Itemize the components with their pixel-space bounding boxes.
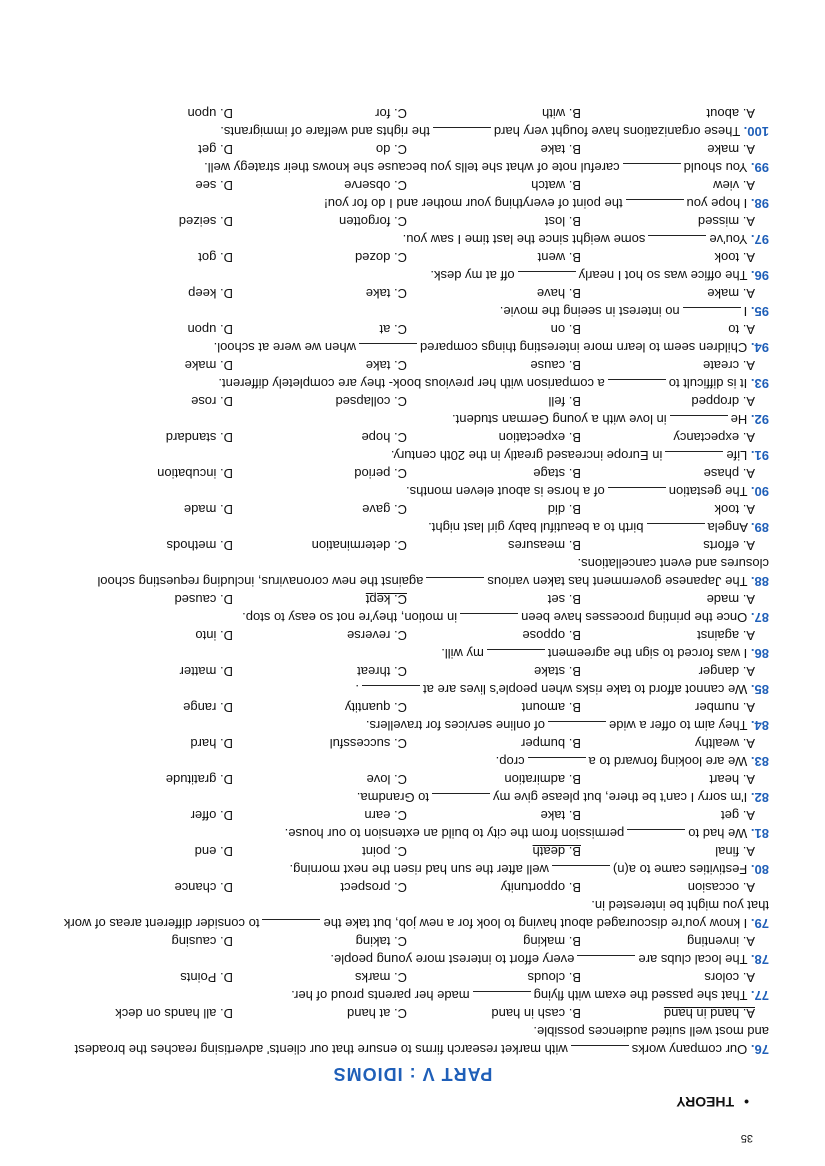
question-number: 91. [750,448,769,463]
question-stem-after: to consider different areas of work that you might be interested in. [63,898,769,931]
question-text [59,824,769,842]
answer-option: D. caused [174,592,233,607]
question-item [59,428,769,464]
answer-option: D. offer [190,808,233,823]
answer-option: C. marks [355,970,407,985]
answer-blank [528,757,586,770]
answer-blank [460,613,518,626]
answer-option: A. phase [703,466,755,481]
answer-options [59,176,769,194]
question-item [59,212,769,248]
question-stem-after: well after the sun had risen the next morning. [289,862,549,877]
answer-option: B. lost [544,214,581,229]
answer-option: B. bumper [521,736,581,751]
answer-blank [518,271,576,284]
answer-option: B. stake [534,664,581,679]
question-stem-after: my will. [441,646,484,661]
question-item [59,878,769,932]
answer-option: D. got [198,250,233,265]
question-stem-after: of online services for travellers. [365,718,546,733]
question-stem-before: I know you're discouraged about having to look for a new job, but take the [323,916,748,931]
question-item [59,968,769,1004]
question-item [59,536,769,590]
question-stem-before: I hope you [686,196,748,211]
answer-option: C. for [375,106,407,121]
answer-option: A. hand in hand [663,1006,755,1021]
answer-options [59,428,769,446]
question-number: 96. [750,268,769,283]
question-stem-before: I [743,304,748,319]
question-item [59,734,769,770]
question-text [59,266,769,284]
answer-option: C. at hand [347,1006,407,1021]
answer-option: A. inventing [687,934,755,949]
question-item [59,842,769,878]
question-stem-before: Life [726,448,748,463]
answer-options [59,662,769,680]
answer-option: D. standard [165,430,233,445]
question-stem-after: the rights and welfare of immigrants. [220,124,430,139]
question-stem-after: off at my desk. [430,268,515,283]
answer-option: B. went [537,250,581,265]
question-stem-after: to Grandma. [356,790,430,805]
question-stem-before: The office was so hot I nearly [578,268,748,283]
answer-option: A. to [728,322,755,337]
answer-option: A. made [706,592,755,607]
answer-blank [647,523,705,536]
answer-option: D. rose [191,394,233,409]
answer-options [59,806,769,824]
question-stem-before: He [730,412,748,427]
section-label: THEORY [676,1094,735,1110]
answer-option: C. do [375,142,407,157]
question-item [59,464,769,500]
answer-option: A. make [707,286,755,301]
answer-option: B. on [550,322,581,337]
question-number: 82. [750,790,769,805]
question-item [59,356,769,392]
answer-option: B. stage [533,466,581,481]
question-stem-after: birth to a beautiful baby girl last night. [428,520,644,535]
answer-option: C. at [379,322,407,337]
answer-options [59,770,769,788]
answer-blank [473,991,531,1004]
question-text [59,986,769,1004]
question-number: 87. [750,610,769,625]
answer-option: A. wealthy [695,736,755,751]
question-stem-after: in Europe increased greatly in the 20th century. [390,448,663,463]
answer-blank [608,487,666,500]
answer-options [59,968,769,986]
question-item [59,320,769,356]
answer-blank [359,343,417,356]
answer-option: A. final [715,844,755,859]
question-stem-after: crop. [495,754,525,769]
answer-option: D. upon [187,106,233,121]
answer-option: C. hope [361,430,407,445]
answer-blank [623,163,681,176]
question-stem-after: in love with a young German student. [452,412,667,427]
answer-option: D. matter [179,664,233,679]
answer-option: D. gratitude [165,772,233,787]
answer-option: D. see [195,178,233,193]
answer-option: C. kept [365,592,407,607]
answer-option: A. danger [698,664,755,679]
answer-option: C. observe [344,178,407,193]
answer-option: B. admiration [504,772,581,787]
question-stem-before: The gestation [668,484,748,499]
question-item [59,140,769,176]
part-title: PART V : IDIOMS [332,1064,493,1084]
answer-option: A. view [713,178,755,193]
question-text [59,410,769,428]
question-item [59,392,769,428]
answer-option: B. oppose [522,628,581,643]
question-stem-before: Once the printing processes have been [521,610,748,625]
question-text [59,788,769,806]
question-item [59,698,769,734]
answer-option: A. heart [709,772,755,787]
answer-option: B. with [541,106,581,121]
answer-options [59,590,769,608]
question-number: 80. [750,862,769,877]
answer-blank [487,649,545,662]
answer-option: C. dozed [354,250,407,265]
answer-option: D. end [194,844,233,859]
answer-option: D. chance [174,880,233,895]
question-item [59,626,769,662]
question-text [59,518,769,536]
answer-option: B. measures [508,538,581,553]
answer-option: B. clouds [527,970,581,985]
question-stem-after: . [355,682,359,697]
question-stem-before: It is difficult to [668,376,748,391]
question-number: 92. [750,412,769,427]
answer-option: B. cash in hand [491,1006,581,1021]
question-item [59,500,769,536]
answer-blank [262,919,320,932]
question-stem-before: You should [683,160,748,175]
answer-option: D. upon [187,322,233,337]
question-number: 99. [750,160,769,175]
answer-blank [665,451,723,464]
question-stem-after: the point of everything your mother and I do for you! [324,196,623,211]
answer-option: C. earn [364,808,407,823]
answer-blank [433,127,491,140]
answer-blank [432,793,490,806]
question-text [59,374,769,392]
answer-option: A. colors [704,970,755,985]
question-text [59,194,769,212]
question-number: 89. [750,520,769,535]
answer-option: D. make [184,358,233,373]
section-heading [676,1094,749,1110]
answer-option: A. number [695,700,755,715]
question-stem-after: every effort to interest more young people. [330,952,575,967]
answer-options [59,356,769,374]
question-stem-after: when we were at school. [213,340,356,355]
question-stem-after: against the new coronavirus, including requesting school closures and event cancellations. [97,556,769,589]
question-stem-before: Children seem to learn more interesting things compared [419,340,748,355]
question-text [59,338,769,356]
answer-options [59,698,769,716]
answer-blank [571,1045,629,1058]
answer-option: D. made [183,502,233,517]
question-number: 98. [750,196,769,211]
question-stem-before: These organizations have fought very hard [493,124,741,139]
answer-option: A. took [714,502,755,517]
answer-blank [627,829,685,842]
question-number: 97. [750,232,769,247]
answer-options [59,842,769,860]
question-stem-after: some weight since the last time I saw you. [402,232,646,247]
answer-options [59,1004,769,1022]
question-text [59,608,769,626]
question-text [59,1022,769,1058]
question-stem-after: made her parents proud of her. [291,988,470,1003]
answer-option: D. incubation [157,466,233,481]
answer-blank [648,235,706,248]
answer-options [59,626,769,644]
question-number: 86. [750,646,769,661]
answer-option: B. did [547,502,581,517]
question-number: 78. [750,952,769,967]
question-number: 94. [750,340,769,355]
answer-option: B. making [523,934,581,949]
question-text [59,122,769,140]
answer-option: C. forgotten [339,214,407,229]
answer-option: C. prospect [340,880,407,895]
question-text [59,302,769,320]
question-item [59,176,769,212]
answer-option: A. expectancy [673,430,755,445]
question-stem-after: permission from the city to build an extension to our house. [284,826,625,841]
answer-option: B. expectation [498,430,581,445]
answer-option: D. into [195,628,233,643]
answer-option: C. point [362,844,407,859]
answer-option: B. set [547,592,581,607]
question-stem-after: in motion, they're not so easy to stop. [242,610,458,625]
answer-option: B. watch [531,178,581,193]
question-stem-before: We cannot afford to take risks when people's lives are at [423,682,748,697]
question-item [59,932,769,968]
question-item [59,248,769,284]
answer-options [59,932,769,950]
answer-option: A. create [702,358,755,373]
answer-blank [362,685,420,698]
answer-options [59,248,769,266]
answer-option: B. take [540,808,581,823]
question-stem-before: I'm sorry I can't be there, but please give my [493,790,748,805]
answer-option: B. amount [521,700,581,715]
answer-option: A. get [721,808,755,823]
answer-options [59,284,769,302]
question-stem-before: You've [709,232,748,247]
answer-options [59,878,769,896]
question-text [59,158,769,176]
answer-blank [548,721,606,734]
question-text [59,752,769,770]
question-item [59,1004,769,1058]
answer-option: A. occasion [687,880,755,895]
answer-option: D. methods [166,538,233,553]
answer-blank [670,415,728,428]
answer-option: A. about [706,106,755,121]
answer-options [59,140,769,158]
question-stem-before: Angela [707,520,749,535]
question-number: 100. [743,124,769,139]
answer-option: D. get [198,142,233,157]
answer-option: B. death [532,844,581,859]
question-list [59,104,769,1058]
question-stem-before: They aim to offer a wide [609,718,748,733]
answer-option: C. collapsed [335,394,407,409]
answer-option: A. took [714,250,755,265]
question-item [59,806,769,842]
answer-option: D. causing [171,934,233,949]
bullet-icon: • [744,1094,749,1110]
answer-option: D. hard [190,736,233,751]
question-stem-after: careful note of what she tells you because she knows their strategy well. [204,160,620,175]
answer-blank [626,199,684,212]
answer-option: D. keep [188,286,233,301]
answer-option: C. determination [311,538,407,553]
answer-option: B. take [540,142,581,157]
question-stem-before: The Japanese government has taken various [487,574,748,589]
answer-options [59,536,769,554]
question-stem-before: We had to [688,826,748,841]
answer-option: D. seized [178,214,233,229]
answer-option: C. successful [329,736,407,751]
question-number: 76. [750,1042,769,1057]
question-number: 83. [750,754,769,769]
question-number: 77. [750,988,769,1003]
question-number: 81. [750,826,769,841]
answer-blank [426,577,484,590]
question-number: 79. [750,916,769,931]
question-number: 90. [750,484,769,499]
question-stem-before: Our company works [631,1042,748,1057]
question-item [59,284,769,320]
answer-options [59,500,769,518]
answer-option: B. cause [530,358,581,373]
answer-options [59,392,769,410]
answer-option: A. against [697,628,755,643]
answer-blank [608,379,666,392]
question-text [59,482,769,500]
answer-option: A. missed [697,214,755,229]
question-text [59,554,769,590]
question-text [59,680,769,698]
answer-option: C. love [366,772,407,787]
answer-option: C. taking [355,934,407,949]
answer-options [59,320,769,338]
question-number: 93. [750,376,769,391]
answer-blank [577,955,635,968]
question-item [59,770,769,806]
question-stem-after: no interest in seeing the movie. [499,304,680,319]
answer-option: D. range [183,700,233,715]
question-stem-before: We are looking forward to a [588,754,748,769]
answer-option: C. period [354,466,407,481]
answer-options [59,734,769,752]
question-number: 95. [750,304,769,319]
answer-options [59,212,769,230]
question-stem-after: a comparison with her previous book- they are completely different. [218,376,605,391]
answer-blank [683,307,741,320]
question-stem-after: with market research firms to ensure that our clients' advertising reaches the broadest and most well suited audiences possible. [74,1024,769,1057]
question-text [59,716,769,734]
answer-option: D. Points [180,970,233,985]
question-number: 88. [750,574,769,589]
question-text [59,446,769,464]
question-stem-before: I was forced to sign the agreement [547,646,748,661]
question-item [59,104,769,140]
answer-option: A. efforts [703,538,755,553]
answer-option: C. take [365,358,407,373]
answer-option: C. reverse [347,628,407,643]
question-stem-before: That she passed the exam with flying [533,988,748,1003]
question-item [59,590,769,626]
question-stem-before: The local clubs are [638,952,748,967]
question-text [59,896,769,932]
question-stem-after: of a horse is about eleven months. [406,484,605,499]
answer-option: D. all hands on deck [115,1006,233,1021]
answer-option: A. dropped [691,394,755,409]
question-number: 84. [750,718,769,733]
question-text [59,644,769,662]
answer-option: C. quantity [344,700,407,715]
question-text [59,950,769,968]
page-number: 35 [740,1132,753,1144]
question-number: 85. [750,682,769,697]
answer-options [59,104,769,122]
answer-option: A. make [707,142,755,157]
answer-option: B. opportunity [500,880,581,895]
answer-option: B. fell [548,394,581,409]
answer-option: C. take [365,286,407,301]
answer-option: C. gave [362,502,407,517]
question-text [59,230,769,248]
question-stem-before: Festivities came to a(n) [612,862,748,877]
answer-option: C. threat [357,664,407,679]
question-item [59,662,769,698]
answer-blank [552,865,610,878]
answer-options [59,464,769,482]
question-text [59,860,769,878]
answer-option: B. have [536,286,581,301]
